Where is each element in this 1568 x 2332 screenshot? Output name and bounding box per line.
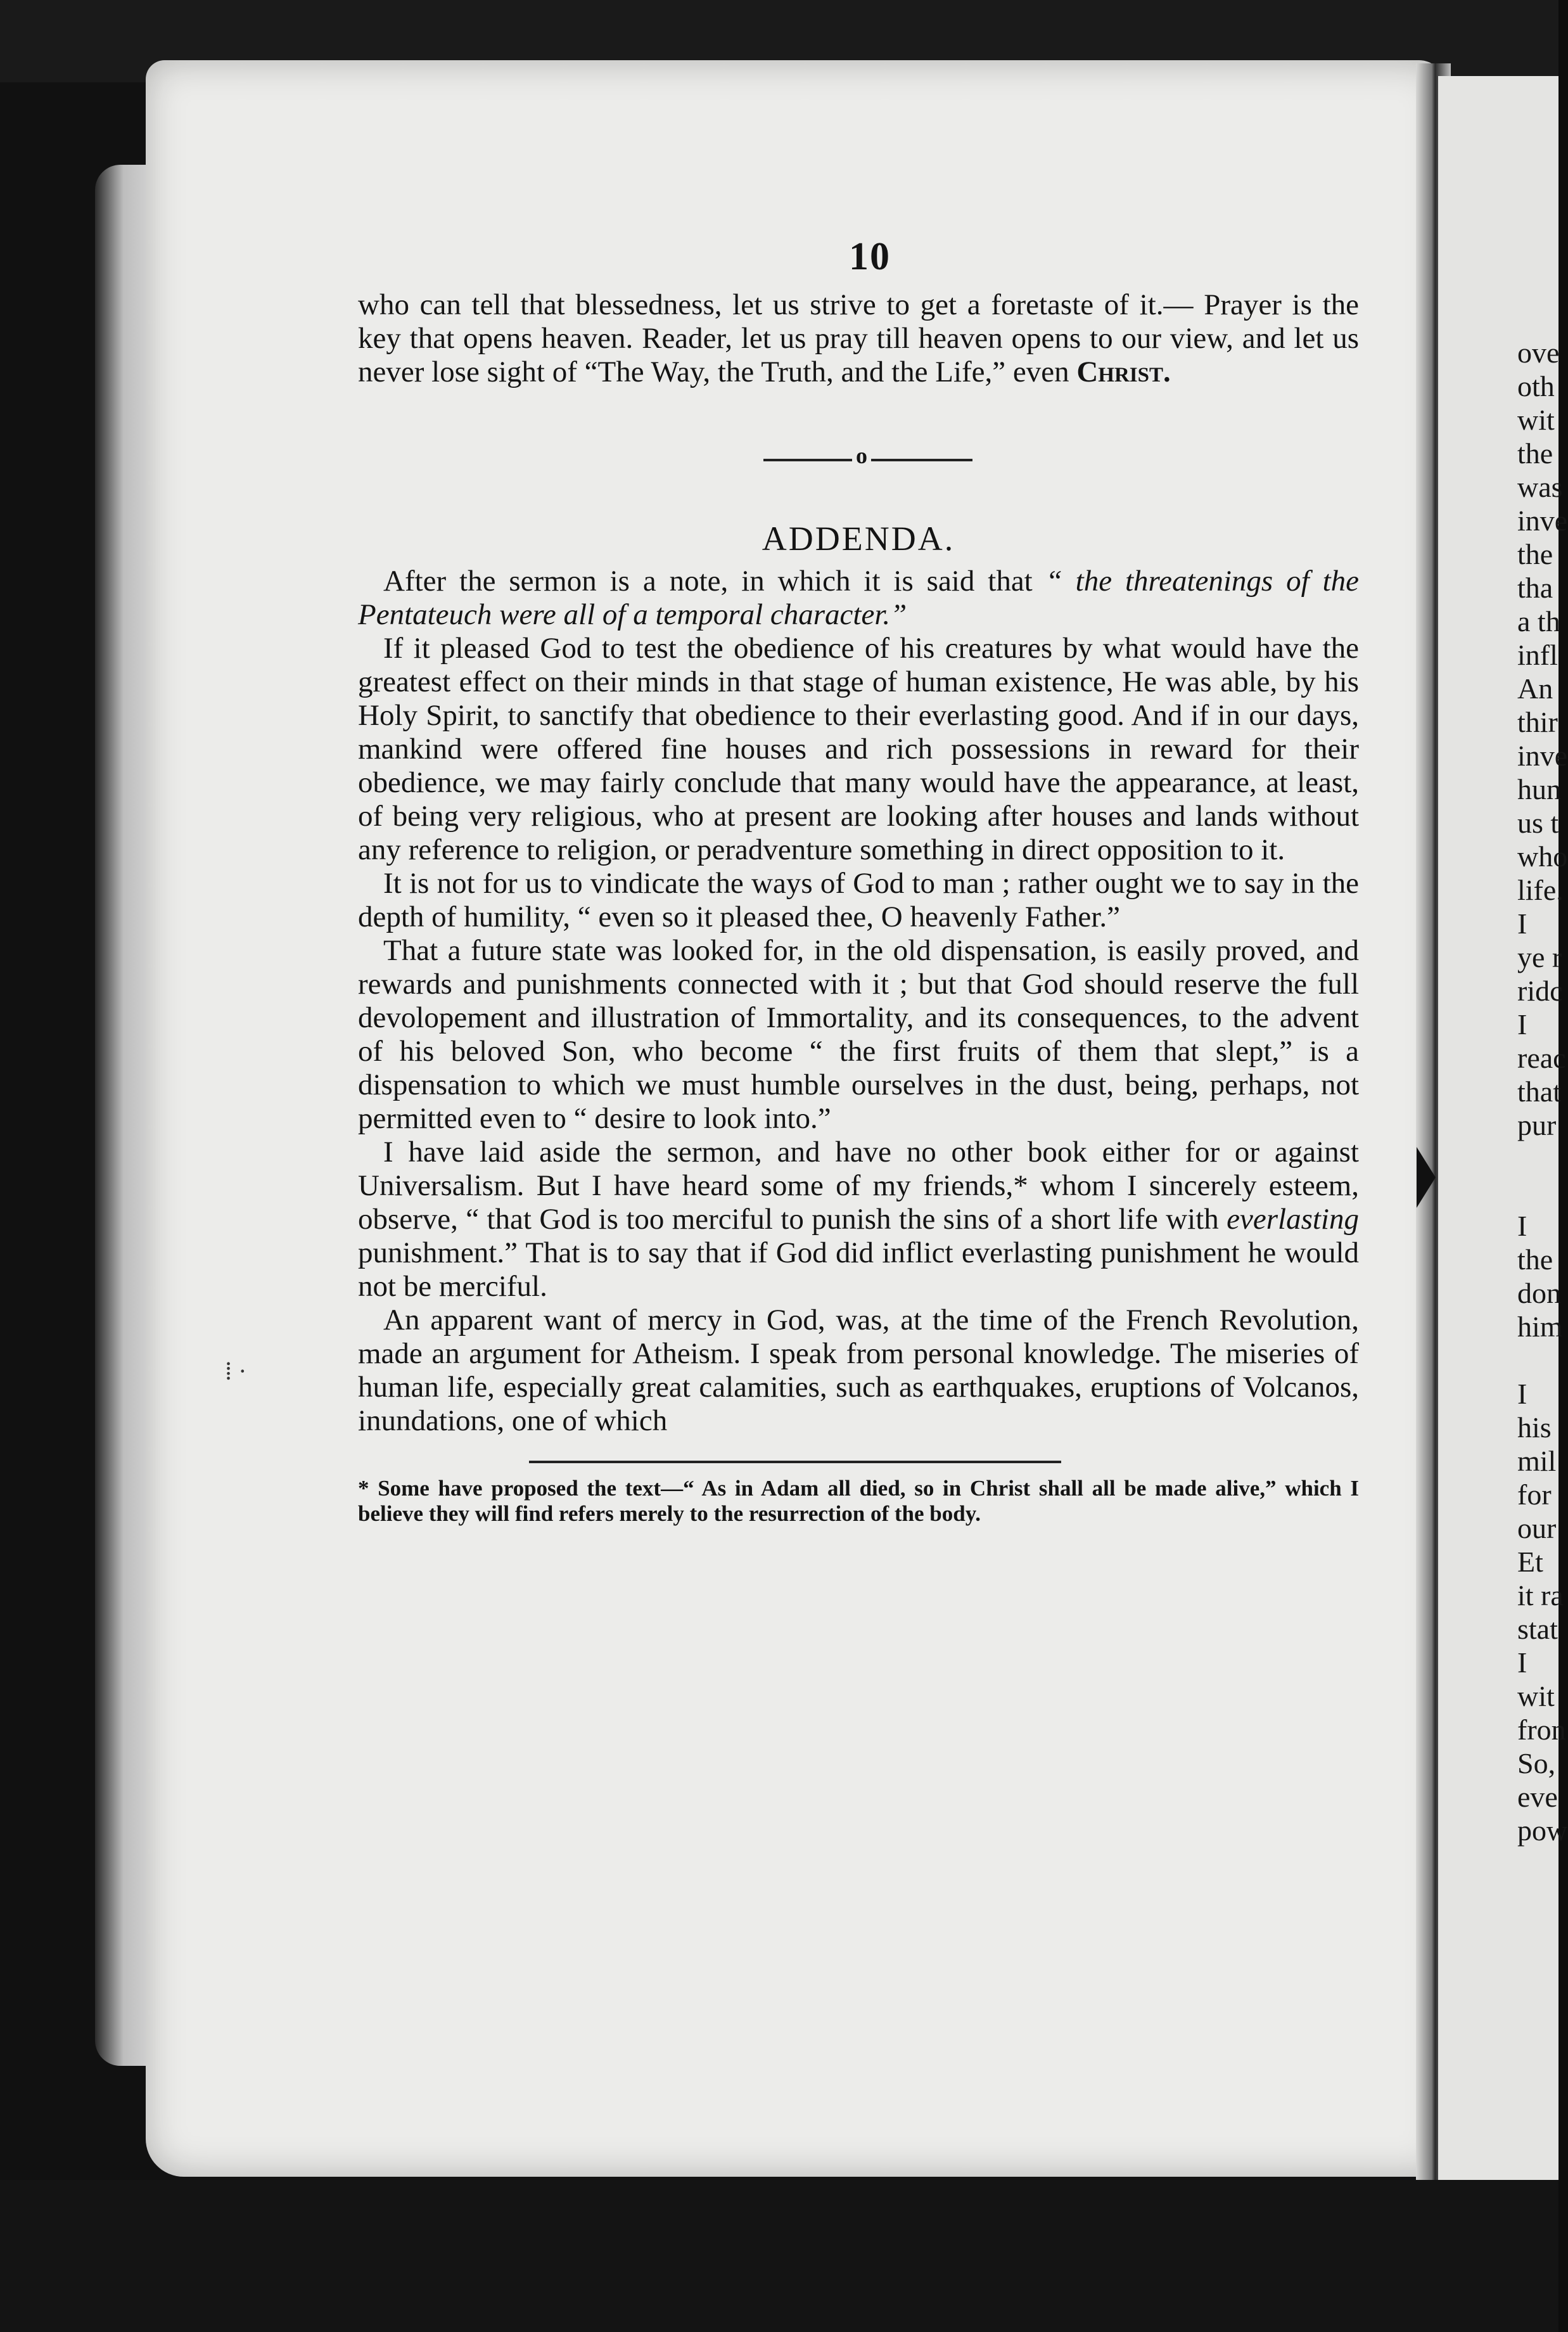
right-page-fragment: pow: [1517, 1814, 1568, 1847]
right-page-fragment: the: [1517, 437, 1553, 470]
right-page-fragment: our: [1517, 1512, 1557, 1544]
footnote-rule: [529, 1461, 1061, 1463]
right-page-fragment: fron: [1517, 1714, 1566, 1746]
page-number: 10: [849, 235, 891, 278]
right-page-fragment: I: [1517, 1646, 1527, 1679]
right-page-fragment: who: [1517, 840, 1568, 873]
right-page-fragment: wit: [1517, 404, 1555, 436]
right-page-fragment: us t: [1517, 807, 1559, 839]
right-page-fragment: reac: [1517, 1042, 1566, 1074]
right-page-fragment: [1517, 1176, 1568, 1209]
right-page-fragment: mil: [1517, 1445, 1557, 1477]
right-page-fragment: a th: [1517, 605, 1560, 637]
footnote: * Some have proposed the text—“ As in Adam all died, so in Christ shall all be made alive,” which I believe they will find refers merely to the resurrection of the body.: [358, 1476, 1359, 1526]
addenda-paragraph-3: It is not for us to vindicate the ways of God to man ; rather ought we to say in the depth of humility, “ even so it pleased thee, O heavenly Father.”: [358, 867, 1359, 933]
right-page-fragment: infl: [1517, 639, 1558, 671]
intro-paragraph: [358, 288, 1359, 389]
addenda-paragraph-2: If it pleased God to test the obedience of his creatures by what would have the greatest effect on their minds in that stage of human existence, He was able, by his Holy Spirit, to sanctify that obedience to their everlasting good. And if in our days, mankind were offered fine houses and rich possessions in reward for their obedience, we may fairly conclude that many would have the appearance, at least, of being very religious, who at present are looking after houses and lands without any reference to religion, or peradventure something in direct opposition to it.: [358, 632, 1359, 866]
right-page-fragment: stat: [1517, 1613, 1558, 1645]
right-page-fragment: inve: [1517, 504, 1568, 537]
right-page-fragment: thir: [1517, 706, 1558, 738]
right-page-fragment: the: [1517, 538, 1553, 570]
right-page-fragment: ove: [1517, 336, 1560, 369]
christ-word: Christ.: [1076, 356, 1171, 388]
right-page-fragment: oth: [1517, 370, 1555, 402]
page-body: [358, 231, 1359, 1549]
right-page-fragment: pur: [1517, 1109, 1557, 1141]
divider-ornament: o: [852, 442, 871, 469]
right-page-fragment: wit: [1517, 1680, 1555, 1712]
right-page-fragment: I: [1517, 1008, 1527, 1041]
right-page-fragment: I: [1517, 1210, 1527, 1242]
addenda-paragraph-6: An apparent want of mercy in God, was, at the time of the French Revolution, made an argument for Atheism. I speak from personal knowledge. The miseries of human life, especially great calamities, such as earthquakes, eruptions of Volcanos, inundations, one of which: [358, 1304, 1359, 1437]
paragraph-5-text: I have laid aside the sermon, and have no other book either for or against Universalism. But I have heard some of my friends,* whom I sincerely esteem, observe, “ that God is too merciful to punish the sins of a short life with: [358, 1136, 1359, 1236]
right-page-fragment: [1517, 1343, 1568, 1377]
right-page-fragment: was: [1517, 471, 1563, 503]
right-page-fragment: ye r: [1517, 941, 1562, 973]
right-page-fragment: An: [1517, 672, 1553, 705]
addenda-heading: ADDENDA.: [762, 520, 955, 558]
paragraph-1-text: After the sermon is a note, in which it is said that: [383, 565, 1046, 598]
addenda-paragraph-5: [358, 1136, 1359, 1304]
right-page-fragment: for: [1517, 1478, 1552, 1511]
right-page-fragment: Et: [1517, 1546, 1543, 1578]
right-page-fragment: ridc: [1517, 975, 1563, 1007]
right-page-fragment: life.: [1517, 874, 1564, 906]
right-page-fragment: that: [1517, 1075, 1561, 1108]
intro-text: who can tell that blessedness, let us strive to get a foretaste of it.— Prayer is the key that opens heaven. Reader, let us pray till heaven opens to our view, and let us never lose sight of “The Way, the Truth, and the Life,” even: [358, 288, 1359, 388]
right-page-fragment: [1517, 1142, 1568, 1176]
scan-bottom-border: [0, 2180, 1558, 2332]
right-page-fragment: tha: [1517, 572, 1553, 604]
gutter-clip: [1417, 1147, 1436, 1208]
right-page-fragment: the: [1517, 1243, 1553, 1276]
section-divider: [358, 433, 1359, 484]
right-page-fragment: him: [1517, 1310, 1563, 1343]
right-page-fragment: hun: [1517, 773, 1561, 805]
right-page-text-fragments: [1517, 336, 1568, 1847]
right-page-fragment: inve: [1517, 740, 1568, 772]
right-page-fragment: his: [1517, 1411, 1552, 1444]
marginal-marks: ⁞ ·: [225, 1357, 247, 1385]
right-page-fragment: I: [1517, 907, 1527, 940]
paragraph-1-quote: “ the threatenings of the Pentateuch were all of a temporal character.”: [358, 565, 1359, 631]
paragraph-5-end: punishment.” That is to say that if God did inflict everlasting punishment he would not be merciful.: [358, 1236, 1359, 1303]
right-page-fragment: don: [1517, 1277, 1561, 1309]
addenda-paragraph-4: That a future state was looked for, in the old dispensation, is easily proved, and rewards and punishments connected with it ; but that God should reserve the full devolopement and illustration of Immortality, and its consequences, to the advent of his beloved Son, who become “ the first fruits of them that slept,” is a dispensation to which we must humble ourselves in the dust, being, perhaps, not permitted even to “ desire to look into.”: [358, 934, 1359, 1135]
right-page-fragment: eve: [1517, 1781, 1558, 1813]
addenda-paragraph-1: [358, 565, 1359, 632]
right-page-fragment: it ra: [1517, 1579, 1564, 1611]
right-page-fragment: I: [1517, 1378, 1527, 1410]
right-page-fragment: So,: [1517, 1747, 1556, 1779]
paragraph-5-italic: everlasting: [1227, 1203, 1359, 1236]
